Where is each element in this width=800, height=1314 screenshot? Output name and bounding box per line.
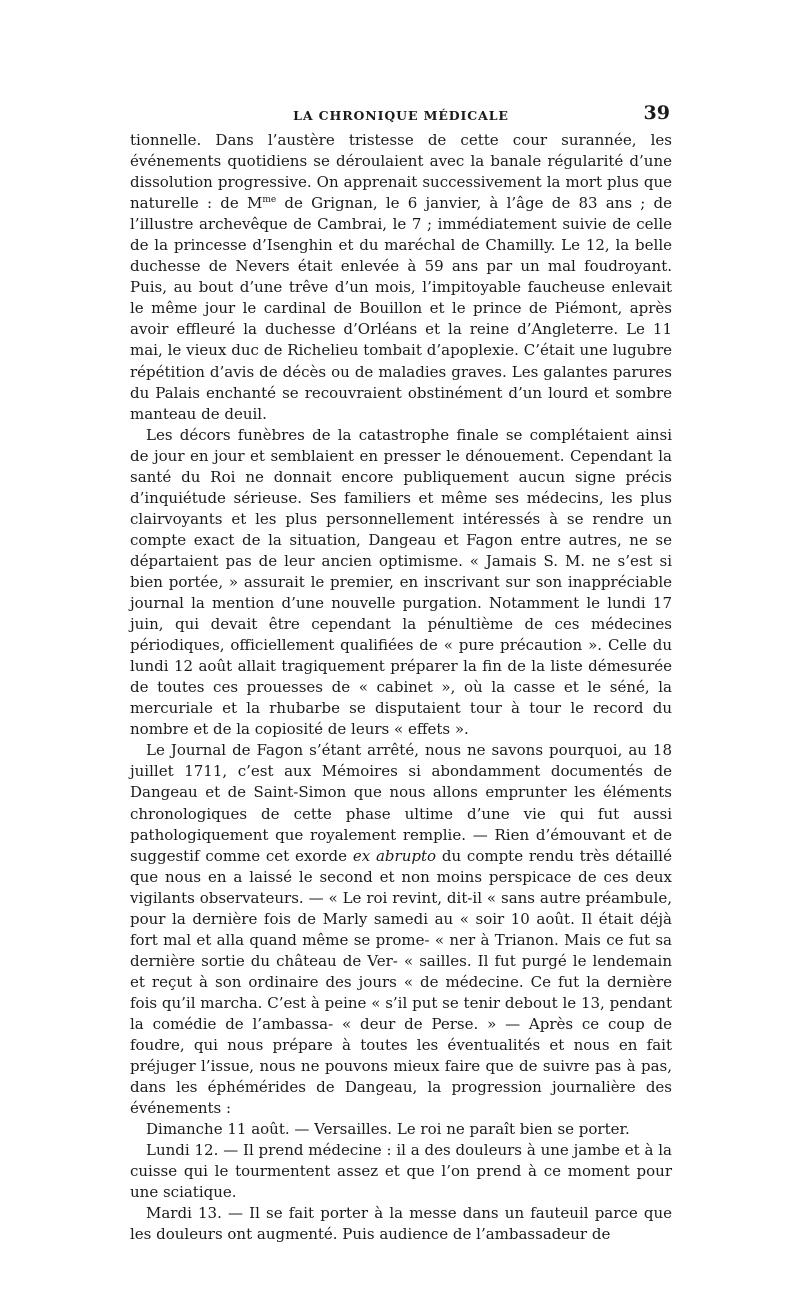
paragraph-1-part-a: tionnelle. Dans l’austère tristesse de cette cour surannée, les événements quotidiens se déroulaient avec la banale régularité d’une dissolution progressive. On apprenait successivement la mort plus que naturelle : de M (130, 131, 672, 213)
running-title: LA CHRONIQUE MÉDICALE (293, 108, 509, 123)
running-header (130, 100, 672, 130)
diary-entry-sunday: Dimanche 11 août. — Versailles. Le roi ne paraît bien se porter. (146, 1120, 630, 1139)
diary-entry-tuesday: Mardi 13. — Il se fait porter à la messe dans un fauteuil parce que les douleurs ont augmenté. Puis audience de l’ambassadeur de (130, 1204, 672, 1244)
paragraph-3-part-a: Le Journal de Fagon s’étant arrêté, nous ne savons pourquoi, au 18 juillet 1711, c’est aux Mémoires si abondamment documentés de Dangeau et de Saint-Simon que nous allons emprunter les éléments chronologiques de cette phase ultime d’une vie qui fut aussi pathologiquement que royalement remplie. — Rien d’émouvant et de suggestif comme cet exorde (130, 741, 672, 865)
body-text (130, 130, 672, 1245)
paragraph-1 (130, 130, 672, 425)
paragraph-1-part-b: de Grignan, le 6 janvier, à l’âge de 83 ans ; de l’illustre archevêque de Cambrai, le 7 ; immédiatement suivie de celle de la princesse d’Isenghin et du maréchal de Chamilly. Le 12, la belle duchesse de Nevers était enlevée à 59 ans par un mal foudroyant. Puis, au bout d’une trêve d’un mois, l’impitoyable faucheuse enlevait le même jour le cardinal de Bouillon et le prince de Piémont, après avoir effleuré la duchesse d’Orléans et la reine d’Angleterre. Le 11 mai, le vieux duc de Richelieu tombait d’apoplexie. C’était une lugubre répétition d’avis de décès ou de maladies graves. Les galantes parures du Palais enchanté se recouvraient obstinément d’un lourd et sombre manteau de deuil. (130, 194, 672, 423)
book-page (130, 100, 672, 1245)
page-number: 39 (643, 102, 670, 124)
paragraph-3 (130, 740, 672, 1119)
diary-entry-monday: Lundi 12. — Il prend médecine : il a des douleurs à une jambe et à la cuisse qui le tourmentent assez et que l’on prend à ce moment pour une sciatique. (130, 1141, 672, 1202)
superscript-me: me (262, 195, 277, 206)
italic-phrase: ex abrupto (352, 846, 437, 865)
paragraph-3-part-b: du compte rendu très détaillé que nous en a laissé le second et non moins perspicace de ces deux vigilants observateurs. — « Le roi revint, dit-il « sans autre préambule, pour la dernière fois de Marly samedi au « soir 10 août. Il était déjà fort mal et alla quand même se prome- « ner à Trianon. Mais ce fut sa dernière sortie du château de Ver- « sailles. Il fut purgé le lendemain et reçut à son ordinaire des jours « de médecine. Ce fut la dernière fois qu’il marcha. C’est à peine « s’il put se tenir debout le 13, pendant la comédie de l’ambassa- « deur de Perse. » — Après ce coup de foudre, qui nous prépare à toutes les éventualités et nous en fait préjuger l’issue, nous ne pouvons mieux faire que de suivre pas à pas, dans les éphémérides de Dangeau, la progression journalière des événements : (130, 846, 672, 1118)
paragraph-2: Les décors funèbres de la catastrophe finale se complétaient ainsi de jour en jour et semblaient en presser le dénouement. Cependant la santé du Roi ne donnait encore publiquement aucun signe précis d’inquiétude sérieuse. Ses familiers et même ses médecins, les plus clairvoyants et les plus personnellement intéressés à se rendre un compte exact de la situation, Dangeau et Fagon entre autres, ne se départaient pas de leur ancien optimisme. « Jamais S. M. ne s’est si bien portée, » assurait le premier, en inscrivant sur son inappréciable journal la mention d’une nouvelle purgation. Notamment le lundi 17 juin, qui devait être cependant la pénultième de ces médecines périodiques, officiellement qualifiées de « pure précaution ». Celle du lundi 12 août allait tragiquement préparer la fin de la liste démesurée de toutes ces prouesses de « cabinet », où la casse et le séné, la mercuriale et la rhubarbe se disputaient tour à tour le record du nombre et de la copiosité de leurs « effets ». (130, 425, 672, 739)
